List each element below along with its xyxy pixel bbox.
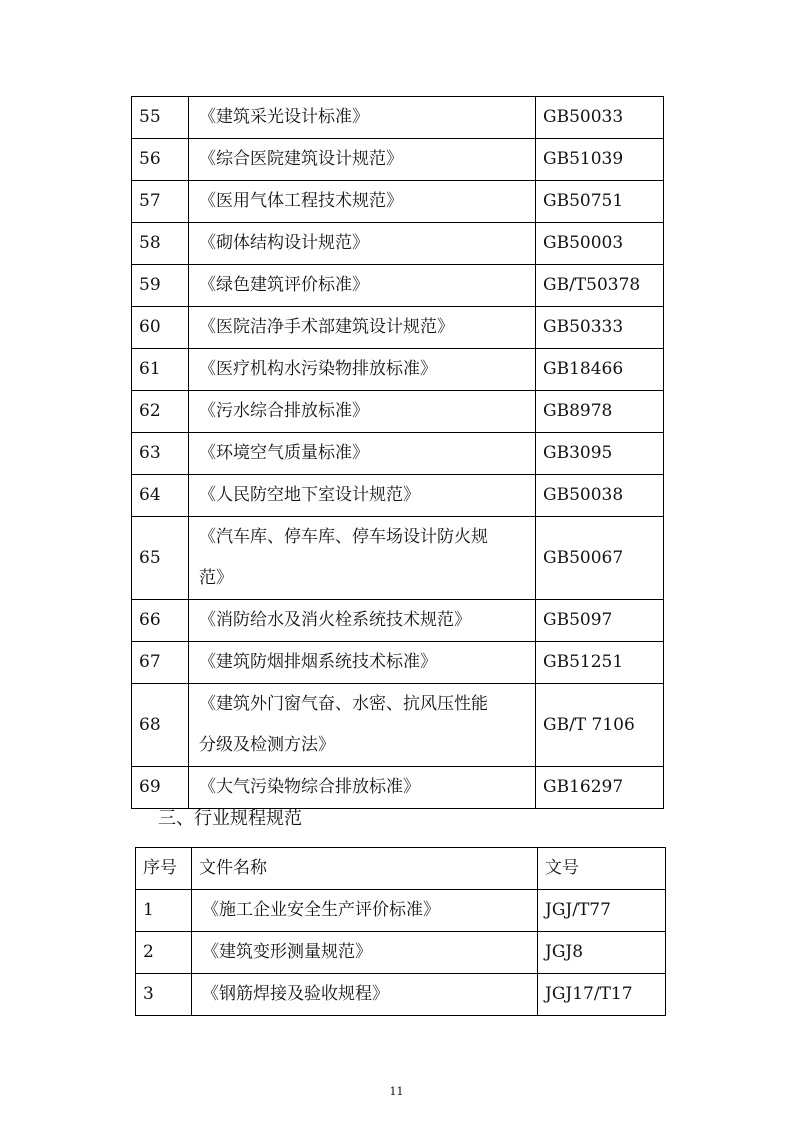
row-number: 3 <box>136 974 192 1016</box>
document-code: GB18466 <box>536 349 664 391</box>
document-code: GB8978 <box>536 391 664 433</box>
row-number: 62 <box>132 391 189 433</box>
document-title: 《医院洁净手术部建筑设计规范》 <box>189 307 536 349</box>
industry-standards-table <box>135 847 666 1016</box>
table-row <box>132 684 664 767</box>
table-row <box>132 139 664 181</box>
row-number: 66 <box>132 600 189 642</box>
page-number: 11 <box>389 1085 404 1098</box>
document-title: 《消防给水及消火栓系统技术规范》 <box>189 600 536 642</box>
document-code: GB51039 <box>536 139 664 181</box>
document-code: GB5097 <box>536 600 664 642</box>
document-code: GB50003 <box>536 223 664 265</box>
row-number: 2 <box>136 932 192 974</box>
row-number: 63 <box>132 433 189 475</box>
document-title: 《施工企业安全生产评价标准》 <box>192 890 538 932</box>
document-title: 《绿色建筑评价标准》 <box>189 265 536 307</box>
table-row <box>136 974 666 1016</box>
table-row <box>132 391 664 433</box>
document-code: GB51251 <box>536 642 664 684</box>
row-number: 56 <box>132 139 189 181</box>
table-row <box>132 349 664 391</box>
table-row <box>132 475 664 517</box>
row-number: 67 <box>132 642 189 684</box>
table-row <box>136 932 666 974</box>
document-title: 《建筑采光设计标准》 <box>189 97 536 139</box>
table-row <box>132 223 664 265</box>
document-title <box>189 517 536 600</box>
row-number: 57 <box>132 181 189 223</box>
document-title: 《砌体结构设计规范》 <box>189 223 536 265</box>
row-number: 58 <box>132 223 189 265</box>
row-number: 1 <box>136 890 192 932</box>
document-code: GB16297 <box>536 767 664 809</box>
document-title-line: 《汽车库、停车库、停车场设计防火规 <box>199 527 488 547</box>
column-header-code: 文号 <box>538 848 666 890</box>
document-code: GB50751 <box>536 181 664 223</box>
row-number: 69 <box>132 767 189 809</box>
document-code: JGJ8 <box>538 932 666 974</box>
document-title: 《大气污染物综合排放标准》 <box>189 767 536 809</box>
document-title-line: 《建筑外门窗气奋、水密、抗风压性能 <box>199 694 488 714</box>
row-number: 68 <box>132 684 189 767</box>
table-row <box>132 265 664 307</box>
document-code: GB50033 <box>536 97 664 139</box>
document-title: 《建筑变形测量规范》 <box>192 932 538 974</box>
document-code: GB50067 <box>536 517 664 600</box>
document-title: 《环境空气质量标准》 <box>189 433 536 475</box>
table-row <box>132 517 664 600</box>
document-code: GB50333 <box>536 307 664 349</box>
row-number: 59 <box>132 265 189 307</box>
row-number: 61 <box>132 349 189 391</box>
document-code: GB3095 <box>536 433 664 475</box>
document-title <box>189 684 536 767</box>
document-title: 《污水综合排放标准》 <box>189 391 536 433</box>
table-row <box>132 307 664 349</box>
document-title: 《医疗机构水污染物排放标准》 <box>189 349 536 391</box>
row-number: 64 <box>132 475 189 517</box>
document-code: GB50038 <box>536 475 664 517</box>
table-row <box>132 97 664 139</box>
column-header-title: 文件名称 <box>192 848 538 890</box>
document-title-line: 分级及检测方法》 <box>199 735 335 755</box>
document-code: JGJ/T77 <box>538 890 666 932</box>
document-title: 《综合医院建筑设计规范》 <box>189 139 536 181</box>
table-row <box>132 642 664 684</box>
document-title: 《钢筋焊接及验收规程》 <box>192 974 538 1016</box>
document-title-line: 范》 <box>199 568 233 588</box>
table-row <box>132 181 664 223</box>
table-row <box>132 433 664 475</box>
table-row <box>132 767 664 809</box>
table-row <box>132 600 664 642</box>
document-code: JGJ17/T17 <box>538 974 666 1016</box>
row-number: 55 <box>132 97 189 139</box>
standards-table <box>131 96 664 809</box>
document-title: 《人民防空地下室设计规范》 <box>189 475 536 517</box>
document-title: 《医用气体工程技术规范》 <box>189 181 536 223</box>
document-code: GB/T50378 <box>536 265 664 307</box>
document-code: GB/T 7106 <box>536 684 664 767</box>
table-row <box>136 890 666 932</box>
table-header-row <box>136 848 666 890</box>
document-title: 《建筑防烟排烟系统技术标准》 <box>189 642 536 684</box>
row-number: 65 <box>132 517 189 600</box>
row-number: 60 <box>132 307 189 349</box>
column-header-number: 序号 <box>136 848 192 890</box>
section-heading: 三、行业规程规范 <box>158 808 302 829</box>
